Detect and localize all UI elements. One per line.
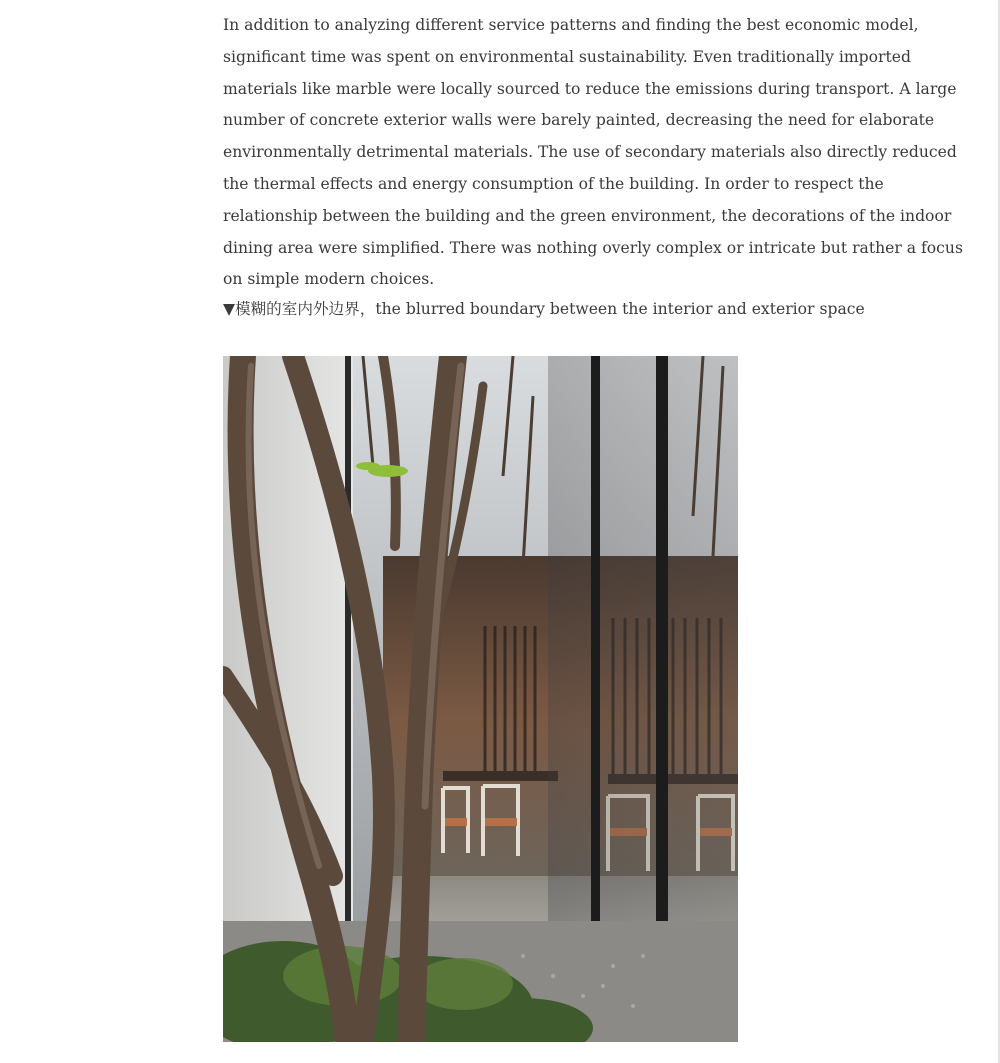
article-photo bbox=[223, 356, 738, 1042]
image-caption: ▼模糊的室内外边界，the blurred boundary between the interior and exterior space bbox=[223, 300, 865, 318]
article-paragraph: In addition to analyzing different service patterns and finding the best economic model, significant time was spent on environmental sustainability. Even traditionally imported materials like marble were locally sourced to reduce the emissions during transport. A large number of concrete exterior walls were barely painted, decreasing the need for elaborate environmentally detrimental materials. The use of secondary materials also directly reduced the thermal effects and energy consumption of the building. In order to respect the relationship between the building and the green environment, the decorations of the indoor dining area were simplified. There was nothing overly complex or intricate but rather a focus on simple modern choices. bbox=[223, 16, 963, 289]
